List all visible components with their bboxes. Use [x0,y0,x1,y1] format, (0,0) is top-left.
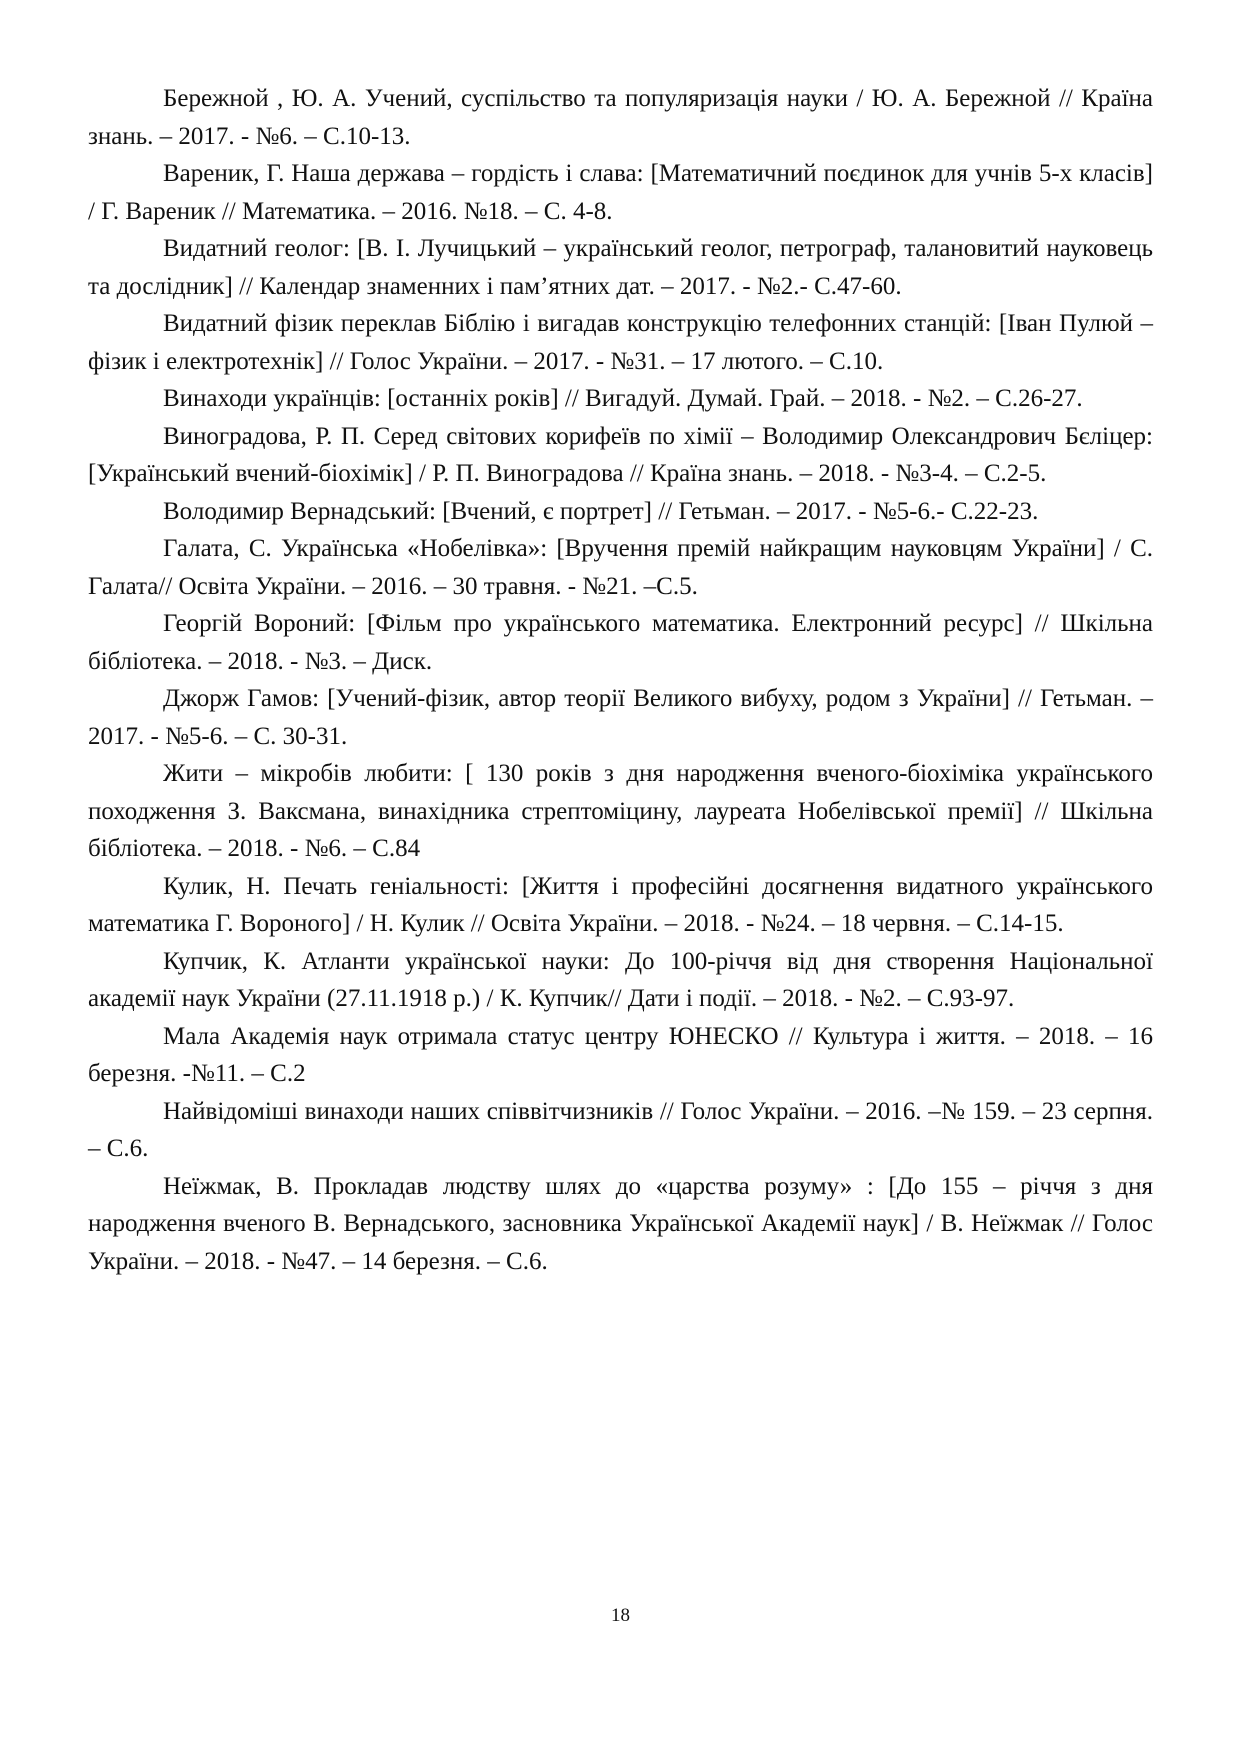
bibliography-list [88,80,1153,1280]
bibliography-entry: Видатний геолог: [В. І. Лучицький – український геолог, петрограф, талановитий науковець та дослідник] // Календар знаменних і пам’ятних дат. – 2017. - №2.- С.47-60. [88,235,1153,300]
bibliography-entry: Георгій Вороний: [Фільм про українського математика. Електронний ресурс] // Шкільна бібліотека. – 2018. - №3. – Диск. [88,610,1153,675]
bibliography-entry: Видатний фізик переклав Біблію і вигадав конструкцію телефонних станцій: [Іван Пулюй – фізик і електротехнік] // Голос України. – 2017. - №31. – 17 лютого. – С.10. [88,310,1153,375]
bibliography-entry: Мала Академія наук отримала статус центру ЮНЕСКО // Культура і життя. – 2018. – 16 березня. -№11. – С.2 [88,1022,1153,1087]
bibliography-entry: Жити – мікробів любити: [ 130 років з дня народження вченого-біохіміка українського походження З. Ваксмана, винахідника стрептоміцину, лауреата Нобелівської премії] // Шкільна бібліотека. – 2018. - №6. – С.84 [88,760,1153,862]
bibliography-entry: Найвідоміші винаходи наших співвітчизників // Голос України. – 2016. –№ 159. – 23 серпня. – С.6. [88,1097,1153,1162]
bibliography-entry: Галата, С. Українська «Нобелівка»: [Вручення премій найкращим науковцям України] / С. Галата// Освіта України. – 2016. – 30 травня. - №21. –С.5. [88,535,1153,600]
page-number: 18 [611,1605,630,1626]
bibliography-entry: Володимир Вернадський: [Вчений, є портрет] // Гетьман. – 2017. - №5-6.- С.22-23. [163,497,1039,525]
bibliography-entry: Кулик, Н. Печать геніальності: [Життя і професійні досягнення видатного українського математика Г. Вороного] / Н. Кулик // Освіта України. – 2018. - №24. – 18 червня. – С.14-15. [88,872,1153,937]
bibliography-entry: Неїжмак, В. Прокладав людству шлях до «царства розуму» : [До 155 – річчя з дня народження вченого В. Вернадського, засновника Української Академії наук] / В. Неїжмак // Голос України. – 2018. - №47. – 14 березня. – С.6. [88,1172,1153,1275]
bibliography-entry: Джорж Гамов: [Учений-фізик, автор теорії Великого вибуху, родом з України] // Гетьман. – 2017. - №5-6. – С. 30-31. [88,685,1153,750]
bibliography-entry: Вареник, Г. Наша держава – гордість і слава: [Математичний поєдинок для учнів 5-х класів] / Г. Вареник // Математика. – 2016. №18. – С. 4-8. [88,160,1153,225]
bibliography-entry: Винаходи українців: [останніх років] // Вигадуй. Думай. Грай. – 2018. - №2. – С.26-27. [163,385,1083,412]
bibliography-entry: Виноградова, Р. П. Серед світових корифеїв по хімії – Володимир Олександрович Бєліцер: [Український вчений-біохімік] / Р. П. Виноградова // Країна знань. – 2018. - №3-4. – С.2-5. [88,422,1153,487]
bibliography-entry: Купчик, К. Атланти української науки: До 100-річчя від дня створення Національної академії наук України (27.11.1918 р.) / К. Купчик// Дати і події. – 2018. - №2. – С.93-97. [88,947,1153,1012]
bibliography-entry: Бережной , Ю. А. Учений, суспільство та популяризація науки / Ю. А. Бережной // Країна знань. – 2017. - №6. – С.10-13. [88,85,1153,150]
